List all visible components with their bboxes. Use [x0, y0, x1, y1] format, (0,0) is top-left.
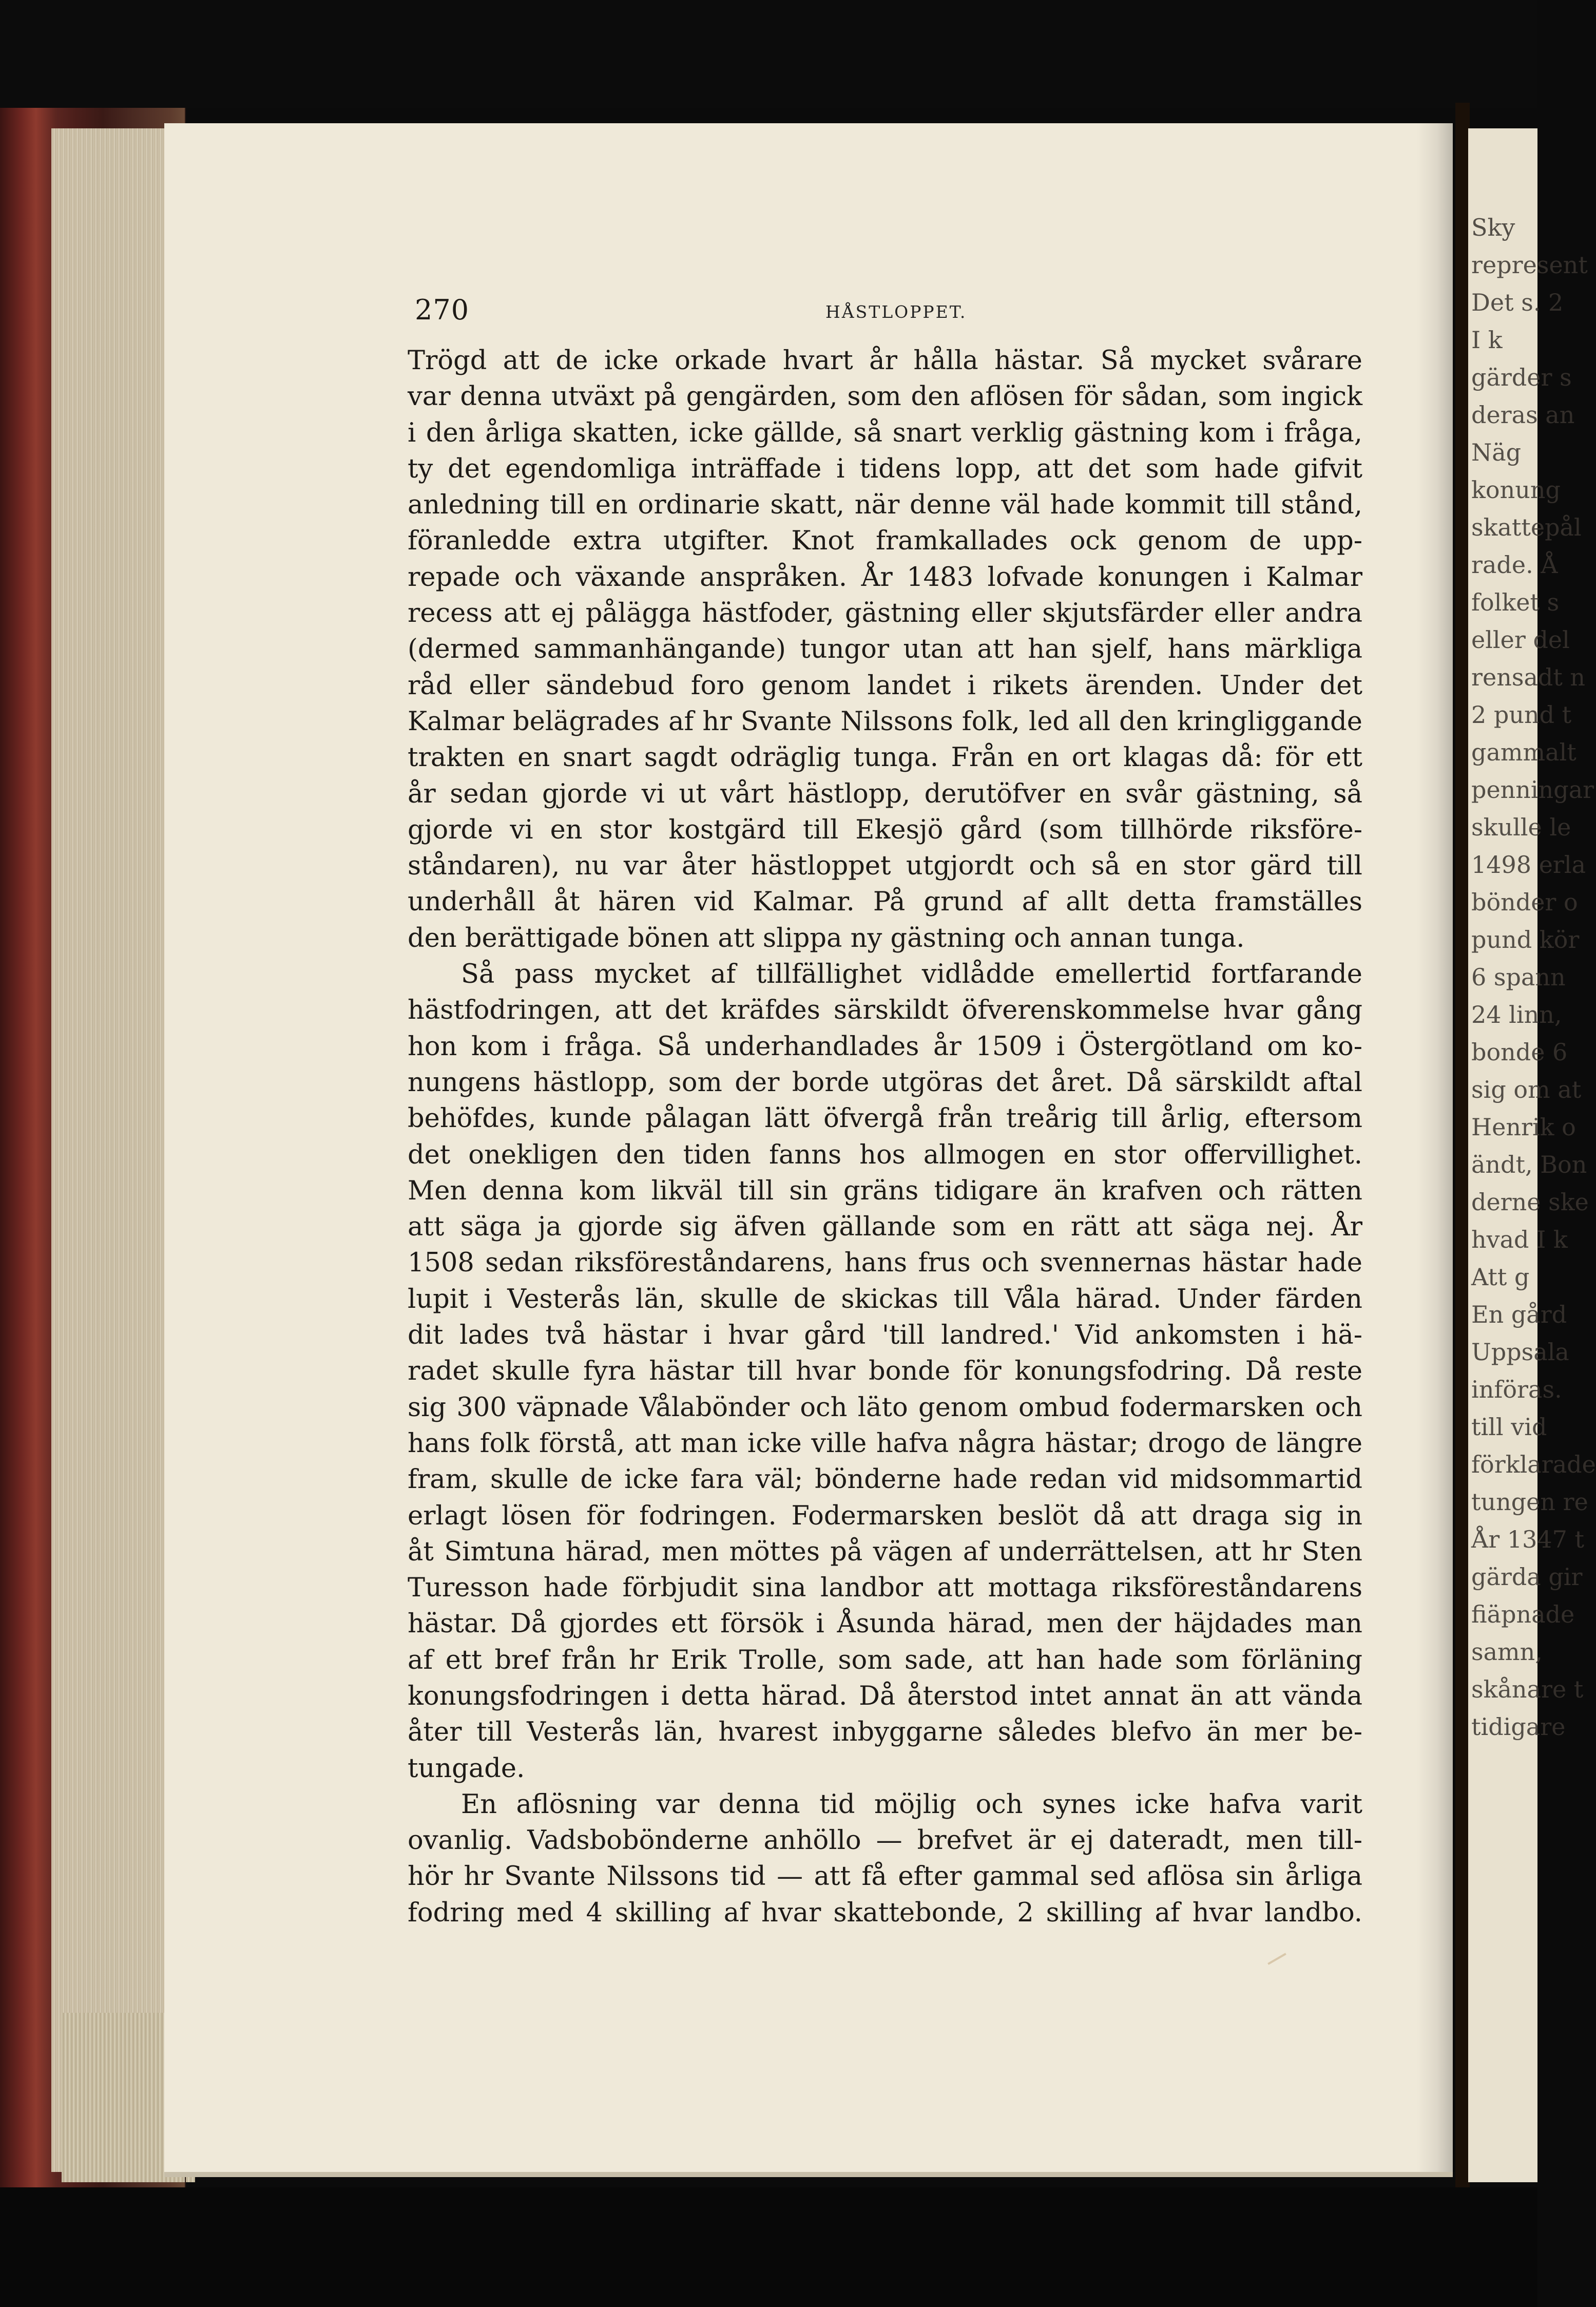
text-line: lupit i Vesterås län, skulle de skickas till Våla härad. Under färden: [408, 1284, 1362, 1314]
text-line: recess att ej pålägga hästfoder, gästning eller skjutsfärder eller andra: [408, 598, 1362, 629]
facing-page-fragment: I k: [1471, 326, 1503, 354]
text-line: år sedan gjorde vi ut vårt hästlopp, derutöfver en svår gästning, så: [408, 778, 1362, 809]
facing-page-fragment: Sky: [1471, 214, 1515, 241]
text-line: Turesson hade förbjudit sina landbor att mottaga riksföreståndarens: [408, 1573, 1362, 1604]
running-title: HÅSTLOPPET.: [825, 302, 967, 322]
facing-page-fragment: rensadt n: [1471, 663, 1586, 691]
text-line: Men denna kom likväl till sin gräns tidigare än krafven och rätten: [408, 1175, 1362, 1206]
text-line: var denna utväxt på gengärden, som den aflösen för sådan, som ingick: [408, 382, 1362, 412]
text-line: ståndaren), nu var åter hästloppet utgjordt och så en stor gärd till: [408, 851, 1362, 882]
facing-page-fragment: År 1347 t: [1471, 1526, 1585, 1553]
facing-page-fragment: till vid: [1471, 1413, 1547, 1441]
facing-page-fragment: skulle le: [1471, 813, 1571, 841]
facing-page-fragment: tidigare: [1471, 1713, 1566, 1741]
text-line: nungens hästlopp, som der borde utgöras det året. Då särskildt aftal: [408, 1067, 1362, 1098]
facing-page-fragment: Det s. 2: [1471, 289, 1564, 316]
facing-page-fragment: 6 spann: [1471, 963, 1566, 991]
facing-page-fragment: rade. Å: [1471, 551, 1558, 579]
facing-page-fragment: sig om at: [1471, 1076, 1582, 1103]
facing-page: [1468, 128, 1596, 2182]
top-background: [0, 0, 1537, 108]
gutter-shadow: [1417, 123, 1458, 2172]
facing-page-fragment: ändt, Bon: [1471, 1151, 1587, 1178]
facing-page-fragment: 2 pund t: [1471, 701, 1572, 729]
text-line: fram, skulle de icke fara väl; bönderne hade redan vid midsommartid: [408, 1464, 1362, 1495]
text-line: åt Simtuna härad, men möttes på vägen af underrättelsen, att hr Sten: [408, 1536, 1362, 1567]
facing-page-fragment: pund kör: [1471, 926, 1580, 954]
book-gutter: [1455, 103, 1470, 2290]
text-line: hästar. Då gjordes ett försök i Åsunda härad, men der häjdades man: [408, 1609, 1362, 1639]
text-line: råd eller sändebud foro genom landet i rikets ärenden. Under det: [408, 670, 1362, 701]
facing-page-fragment: penningar: [1471, 776, 1594, 804]
text-line: hon kom i fråga. Så underhandlades år 1509 i Östergötland om ko-: [408, 1031, 1362, 1062]
facing-page-fragment: hvad I k: [1471, 1226, 1568, 1253]
facing-page-fragment: derne ske: [1471, 1188, 1589, 1216]
facing-page-fragment: Att g: [1471, 1263, 1530, 1291]
text-line: gjorde vi en stor kostgärd till Ekesjö gård (som tillhörde riksföre-: [408, 814, 1362, 845]
text-line: hans folk förstå, att man icke ville hafva några hästar; drogo de längre: [408, 1428, 1362, 1459]
text-line: det onekligen den tiden fanns hos allmogen en stor offervillighet.: [408, 1139, 1362, 1170]
facing-page-fragment: 24 linn,: [1471, 1001, 1562, 1028]
text-line: repade och växande anspråken. År 1483 lofvade konungen i Kalmar: [408, 562, 1362, 593]
text-line: ty det egendomliga inträffade i tidens lopp, att det som hade gifvit: [408, 453, 1362, 484]
facing-page-fragment: tungen re: [1471, 1488, 1588, 1516]
running-head: [415, 294, 1467, 335]
facing-page-fragment: införas.: [1471, 1376, 1562, 1403]
text-line: En aflösning var denna tid möjlig och synes icke hafva varit: [461, 1789, 1362, 1820]
facing-page-fragment: eller del: [1471, 626, 1570, 654]
facing-page-fragment: samn,: [1471, 1638, 1543, 1666]
text-line: 1508 sedan riksföreståndarens, hans frus och svennernas hästar hade: [408, 1248, 1362, 1279]
facing-page-fragment: 1498 erla: [1471, 851, 1586, 879]
text-line: (dermed sammanhängande) tungor utan att han sjelf, hans märkliga: [408, 634, 1362, 665]
page-stack-edges: [51, 128, 175, 2172]
facing-page-fragment: konung: [1471, 476, 1561, 504]
text-line: anledning till en ordinarie skatt, när denne väl hade kommit till stånd,: [408, 490, 1362, 521]
text-line: att säga ja gjorde sig äfven gällande som en rätt att säga nej. År: [408, 1212, 1362, 1243]
facing-page-fragment: fiäpnade: [1471, 1600, 1575, 1628]
text-line: underhåll åt hären vid Kalmar. På grund af allt detta framställes: [408, 887, 1362, 918]
page-number: 270: [415, 294, 470, 326]
text-line: hästfodringen, att det kräfdes särskildt öfverenskommelse hvar gång: [408, 995, 1362, 1026]
text-line: behöfdes, kunde pålagan lätt öfvergå från treårig till årlig, eftersom: [408, 1103, 1362, 1134]
facing-page-fragment: gärda gir: [1471, 1563, 1583, 1591]
facing-page-fragment: deras an: [1471, 401, 1575, 429]
body-text: [408, 343, 1362, 1931]
facing-page-fragment: skattepål: [1471, 513, 1582, 541]
text-line: hör hr Svante Nilssons tid — att få efter gammal sed aflösa sin årliga: [408, 1861, 1362, 1892]
text-line: i den årliga skatten, icke gällde, så snart verklig gästning kom i fråga,: [408, 417, 1362, 448]
facing-page-fragment: folket s: [1471, 588, 1560, 616]
facing-page-fragment: bönder o: [1471, 888, 1578, 916]
facing-page-fragment: bonde 6: [1471, 1038, 1568, 1066]
text-line: Så pass mycket af tillfällighet vidlådde emellertid fortfarande: [461, 959, 1362, 990]
facing-page-fragment: Näg: [1471, 438, 1522, 466]
text-line: den berättigade bönen att slippa ny gästning och annan tunga.: [408, 923, 1245, 954]
bottom-background: [0, 2187, 1537, 2307]
facing-page-fragment: Uppsala: [1471, 1338, 1569, 1366]
text-line: trakten en snart sagdt odräglig tunga. Från en ort klagas då: för ett: [408, 742, 1362, 773]
text-line: konungsfodringen i detta härad. Då återstod intet annat än att vända: [408, 1681, 1362, 1711]
text-line: sig 300 väpnade Vålabönder och läto genom ombud fodermarsken och: [408, 1392, 1362, 1423]
facing-page-fragment: skånare t: [1471, 1675, 1584, 1703]
text-line: föranledde extra utgifter. Knot framkallades ock genom de upp-: [408, 526, 1362, 557]
facing-page-fragment: En gård: [1471, 1301, 1567, 1328]
text-line: dit lades två hästar i hvar gård 'till landred.' Vid ankomsten i hä-: [408, 1320, 1362, 1351]
facing-page-fragment: Henrik o: [1471, 1113, 1576, 1141]
text-line: Trögd att de icke orkade hvart år hålla hästar. Så mycket svårare: [408, 346, 1362, 376]
text-line: af ett bref från hr Erik Trolle, som sade, att han hade som förläning: [408, 1645, 1362, 1675]
facing-page-fragment: gammalt: [1471, 738, 1576, 766]
text-line: Kalmar belägrades af hr Svante Nilssons folk, led all den kringliggande: [408, 706, 1362, 737]
text-line: radet skulle fyra hästar till hvar bonde för konungsfodring. Då reste: [408, 1356, 1362, 1387]
text-line: erlagt lösen för fodringen. Fodermarsken beslöt då att draga sig in: [408, 1500, 1362, 1531]
facing-page-fragment: represent: [1471, 251, 1588, 279]
text-line: ovanlig. Vadsbobönderne anhöllo — brefvet är ej dateradt, men till-: [408, 1825, 1362, 1856]
text-line: tungade.: [408, 1753, 525, 1784]
facing-page-fragment: gärder s: [1471, 364, 1572, 391]
text-line: fodring med 4 skilling af hvar skattebonde, 2 skilling af hvar landbo.: [408, 1897, 1362, 1928]
facing-page-fragment: förklarade: [1471, 1451, 1596, 1478]
text-line: åter till Vesterås län, hvarest inbyggarne således blefvo än mer be-: [408, 1717, 1362, 1748]
